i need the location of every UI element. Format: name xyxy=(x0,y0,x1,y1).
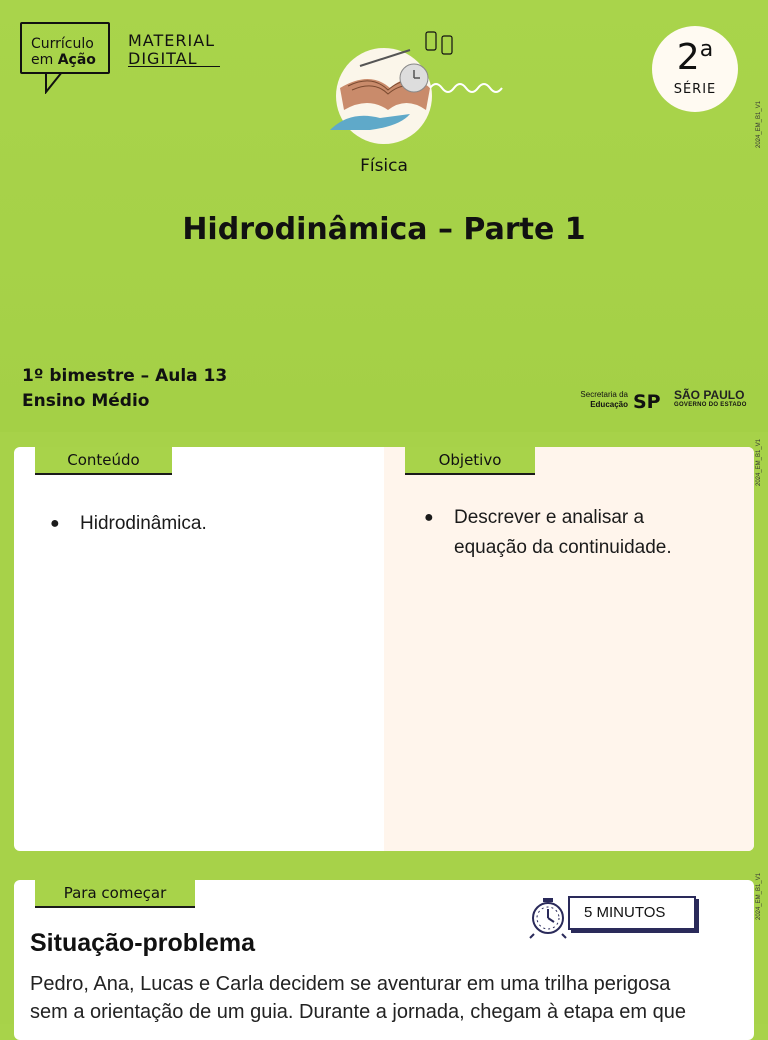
objetivo-item xyxy=(424,503,744,567)
content-slide xyxy=(0,432,768,864)
logo-line2-b: Ação xyxy=(57,52,96,68)
sp-sub: GOVERNO DO ESTADO xyxy=(674,402,747,408)
material-digital-logo xyxy=(128,32,220,67)
cover-slide xyxy=(0,0,768,432)
conteudo-item xyxy=(50,509,370,539)
section-heading: Situação-problema xyxy=(30,929,256,957)
ensino-level: Ensino Médio xyxy=(22,391,150,411)
logo-line2 xyxy=(31,52,108,68)
book-in-hand-illustration xyxy=(330,30,520,145)
tag-conteudo: Conteúdo xyxy=(35,447,172,475)
bullet-dot: ● xyxy=(424,509,434,526)
serie-digit: 2 xyxy=(676,37,700,78)
timer-label: 5 MINUTOS xyxy=(568,896,696,930)
version-code: 2024_EM_B1_V1 xyxy=(756,100,762,148)
objetivo-item-text xyxy=(454,503,672,563)
secretaria-line2: Educação xyxy=(590,400,628,409)
version-code-2: 2024_EM_B1_V1 xyxy=(756,438,762,486)
secretaria-text xyxy=(572,390,628,410)
sp-gov-logo-icon xyxy=(632,390,672,412)
problem-text xyxy=(30,970,740,1026)
timer-badge xyxy=(526,896,700,934)
objetivo-line2: equação da continuidade. xyxy=(454,537,672,558)
sp-mark-text: SP xyxy=(633,391,661,412)
secretaria-line1: Secretaria da xyxy=(580,390,628,399)
tag-para-comecar: Para começar xyxy=(35,880,195,908)
bimestre-aula: 1º bimestre – Aula 13 xyxy=(22,366,228,386)
clock-icon xyxy=(526,894,572,940)
logo-line2-a: em xyxy=(31,52,58,68)
logo-line1: Currículo xyxy=(31,36,94,52)
serie-number xyxy=(652,30,738,78)
problem-line2: sem a orientação de um guia. Durante a jornada, chegam à etapa em que xyxy=(30,1001,686,1023)
objetivo-line1: Descrever e analisar a xyxy=(454,507,645,528)
serie-label: SÉRIE xyxy=(673,82,717,97)
curriculo-em-acao-logo xyxy=(20,22,110,74)
government-logo xyxy=(572,388,750,414)
lesson-info xyxy=(22,364,227,414)
version-code-3: 2024_EM_B1_V1 xyxy=(756,872,762,920)
content-card xyxy=(14,447,754,851)
material-line2: DIGITAL xyxy=(128,49,198,68)
sp-state: SÃO PAULO xyxy=(674,388,745,402)
serie-sup: a xyxy=(699,37,714,62)
problem-line1: Pedro, Ana, Lucas e Carla decidem se aventurar em uma trilha perigosa xyxy=(30,973,671,995)
subject-label: Física xyxy=(360,156,408,176)
bullet-dot: ● xyxy=(50,515,60,532)
serie-badge xyxy=(652,26,738,112)
tag-objetivo: Objetivo xyxy=(405,447,535,475)
page-title: Hidrodinâmica – Parte 1 xyxy=(182,212,586,247)
speech-bubble-logo-icon xyxy=(44,72,64,94)
material-line1: MATERIAL xyxy=(128,31,216,50)
conteudo-item-text: Hidrodinâmica. xyxy=(80,513,207,534)
